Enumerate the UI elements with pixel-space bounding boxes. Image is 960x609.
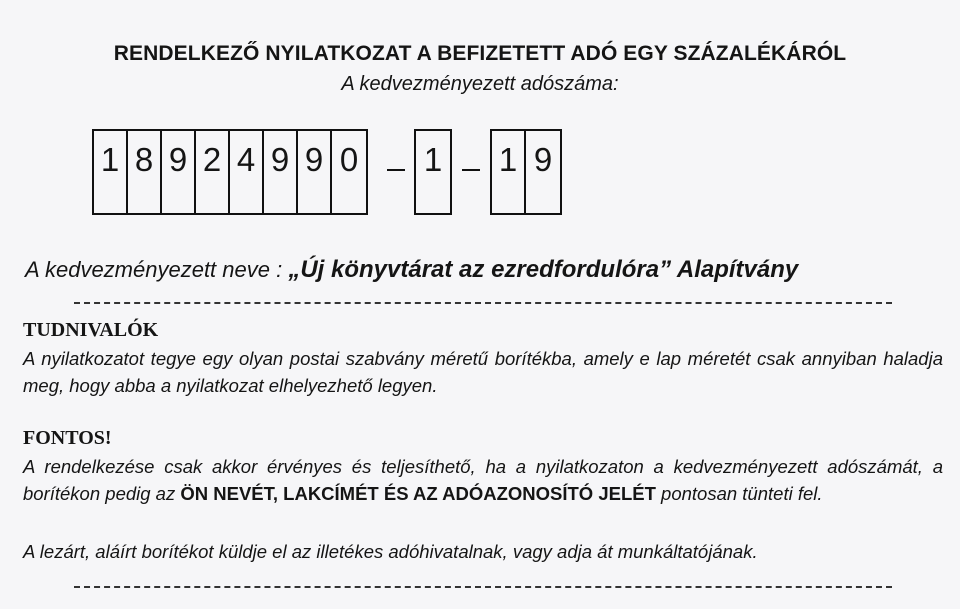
tax-id-digit: 9 bbox=[264, 131, 298, 213]
tax-id-digit: 9 bbox=[298, 131, 332, 213]
tax-id-group-1 bbox=[92, 129, 368, 215]
important-text-start: A rendelkezése csak akkor érvényes és teljesíthető, ha a nyilatkozaton a kedvezményezett adószámát, a borítékon pedig az bbox=[23, 456, 943, 504]
dashed-divider bbox=[74, 302, 892, 304]
notes-heading: TUDNIVALÓK bbox=[23, 319, 159, 341]
tax-id-group-3 bbox=[490, 129, 562, 215]
beneficiary-label: A kedvezményezett neve : bbox=[25, 257, 289, 282]
important-text-2: A lezárt, aláírt borítékot küldje el az illetékes adóhivatalnak, vagy adja át munkáltatójának. bbox=[23, 541, 758, 562]
tax-id-separator bbox=[387, 169, 405, 171]
important-text-end: pontosan tünteti fel. bbox=[655, 483, 823, 504]
tax-id-group-2 bbox=[414, 129, 452, 215]
tax-id-digit: 1 bbox=[94, 131, 128, 213]
tax-id-digit: 1 bbox=[492, 131, 526, 213]
tax-id-digit: 4 bbox=[230, 131, 264, 213]
dashed-divider bbox=[74, 586, 892, 588]
beneficiary-line bbox=[25, 256, 798, 284]
beneficiary-name: „Új könyvtárat az ezredfordulóra” Alapítvány bbox=[288, 256, 799, 283]
tax-id-digit: 9 bbox=[162, 131, 196, 213]
form-title: RENDELKEZŐ NYILATKOZAT A BEFIZETETT ADÓ EGY SZÁZALÉKÁRÓL bbox=[113, 42, 847, 65]
tax-id-digit: 9 bbox=[533, 141, 553, 178]
tax-id-digit: 8 bbox=[128, 131, 162, 213]
important-text-emphasis: ÖN NEVÉT, LAKCÍMÉT ÉS AZ ADÓAZONOSÍTÓ JELÉT bbox=[180, 483, 656, 504]
important-heading: FONTOS! bbox=[23, 427, 112, 449]
tax-id-label: A kedvezményezett adószáma: bbox=[341, 73, 619, 95]
tax-id-separator bbox=[462, 169, 480, 171]
important-text bbox=[23, 453, 943, 507]
notes-text: A nyilatkozatot tegye egy olyan postai szabvány méretű borítékba, amely e lap méretét csak annyiban haladja meg, hogy abba a nyilatkozat elhelyezhető legyen. bbox=[23, 348, 943, 396]
tax-id-digit: 1 bbox=[423, 141, 443, 178]
tax-id-digit: 2 bbox=[196, 131, 230, 213]
tax-id-digit: 0 bbox=[339, 141, 359, 178]
